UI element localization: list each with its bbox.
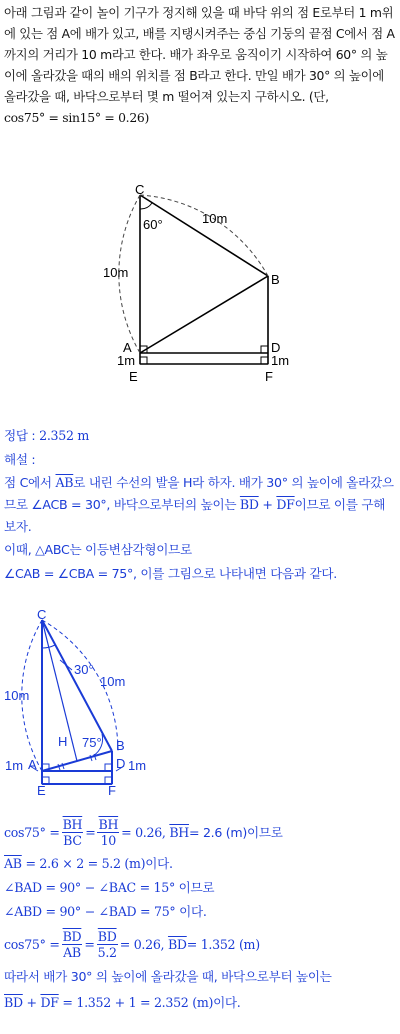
equation-4: ∠ABD = 90° − ∠BAD = 75° 이다. — [4, 904, 207, 919]
eq1-f1-den: BC — [63, 832, 82, 848]
segment-df: $\overline{DF}$ — [276, 497, 295, 512]
fig2-label-h: H — [58, 734, 68, 749]
answer-value: 2.352 m — [39, 428, 90, 443]
equation-1: cos75° = $\frac{\overline{BH}}{BC}$ = $\frac{\overline{BH}}{10}$ = 0.26, $\overline{BH}$ = 2.6 (m)이므로 — [4, 816, 283, 848]
figure-2 — [0, 608, 170, 798]
fig2-right-angle-d — [105, 764, 112, 771]
eq1-suffix: = 0.26, — [121, 824, 166, 840]
fig1-right-angle-d — [261, 346, 268, 353]
fig1-label-a: A — [123, 340, 132, 355]
final-df: $\overline{DF}$ — [40, 995, 59, 1010]
solution-text-1c: 로 내린 수선의 발을 H라 하자. 배가 30° 의 높이에 올라갔으므로 ∠ACB = 30°, 바닥으로부터의 높이는 — [4, 475, 394, 512]
fig2-label-b: B — [116, 738, 125, 753]
eq1-prefix: cos75° = — [4, 824, 60, 840]
final-plus: + — [22, 995, 41, 1010]
fig2-label-a: A — [28, 757, 37, 772]
figure-1 — [95, 180, 315, 405]
fig1-label-b: B — [271, 272, 280, 287]
eq5-bd: $\overline{BD}$ — [167, 936, 187, 952]
eq5-suffix: = 0.26, — [119, 936, 165, 952]
equation-5: cos75° = $\frac{\overline{BD}}{AB}$ = $\frac{\overline{BD}}{5.2}$ = 0.26, $\overline{BD}$ = 1.352 (m) — [4, 928, 260, 960]
fig1-line-cb — [140, 195, 268, 276]
problem-text — [4, 2, 396, 128]
fig1-len-ca: 10m — [103, 265, 129, 280]
eq5-result: = 1.352 (m) — [186, 936, 260, 952]
eq1-f1-num: $\overline{BH}$ — [62, 816, 83, 832]
fig2-len-ca: 10m — [4, 688, 30, 703]
answer-label: 정답 : — [4, 428, 36, 443]
fig2-label-d: D — [116, 756, 126, 771]
explain-label: 해설 : — [4, 452, 36, 467]
eq2-ab: $\overline{AB}$ — [4, 856, 22, 871]
solution-text-1g: 이므로 이를 구해보자. — [4, 497, 386, 534]
fig1-label-c: C — [135, 182, 145, 197]
eq5-f1-num: $\overline{BD}$ — [62, 928, 82, 944]
segment-ab: $\overline{AB}$ — [55, 475, 74, 490]
fig2-len-cb: 10m — [100, 674, 126, 689]
fig1-right-angle-e — [140, 357, 147, 364]
final-bd: $\overline{BD}$ — [4, 995, 23, 1010]
fig1-len-cb: 10m — [202, 211, 228, 226]
eq1-result: = 2.6 (m)이므로 — [188, 824, 283, 840]
fig2-len-df: 1m — [128, 758, 147, 773]
equation-2 — [4, 852, 396, 876]
problem-condition: cos75° = sin15° = 0.26) — [4, 110, 150, 125]
eq5-f2-den: 5.2 — [97, 944, 117, 960]
fig1-line-ab — [140, 276, 268, 353]
fig1-angle-label: 60° — [143, 217, 163, 232]
solution-text-1a: 점 C에서 — [4, 475, 56, 490]
final-rest: = 1.352 + 1 = 2.352 (m)이다. — [62, 995, 241, 1010]
fig2-label-c: C — [37, 608, 47, 622]
eq5-fraction-1 — [62, 929, 83, 960]
eq5-f2-num: $\overline{BD}$ — [97, 928, 117, 944]
fig2-label-e: E — [37, 783, 46, 798]
fig1-right-angle-f — [261, 357, 268, 364]
fig1-len-df: 1m — [271, 353, 290, 368]
problem-statement: 아래 그림과 같이 놀이 기구가 정지해 있을 때 바닥 위의 점 E로부터 1 m위에 있는 점 A에 배가 있고, 배를 지탱시켜주는 중심 기둥의 끝점 C에서 점 A까지의 거리가 10 m라고 한다. 배가 좌우로 움직이기 시작하여 60° 의 높이에 올라갔을 때의 배의 위치를 점 B라고 한다. 만일 배가 30° 의 높이에 올라갔을 때, 바닥으로부터 몇 m 떨어져 있는지 구하시오. (단, — [4, 5, 395, 104]
eq5-fraction-2 — [97, 929, 118, 960]
solution-text-1e: + — [258, 497, 277, 512]
fig1-angle-arc — [140, 203, 152, 209]
eq1-f2-den: 10 — [100, 832, 117, 848]
equation-3: ∠BAD = 90° − ∠BAC = 15° 이므로 — [4, 880, 215, 895]
answer-line — [4, 424, 396, 448]
fig2-label-f: F — [108, 783, 116, 798]
fig2-len-ae: 1m — [5, 758, 24, 773]
fig1-label-e: E — [129, 369, 138, 384]
solution-line-3: ∠CAB = ∠CBA = 75°, 이를 그림으로 나타내면 다음과 같다. — [4, 566, 337, 581]
fig2-angle75-label: 75° — [82, 735, 102, 750]
fig2-angle30-label: 30° — [74, 662, 94, 677]
final-line-2 — [4, 990, 396, 1016]
segment-bd: $\overline{BD}$ — [239, 497, 259, 512]
eq1-fraction-1 — [62, 817, 84, 848]
fig2-angle-pointer — [60, 660, 72, 670]
eq1-bh: $\overline{BH}$ — [169, 824, 189, 840]
eq5-f1-den: AB — [63, 944, 81, 960]
fig1-label-d: D — [271, 340, 281, 355]
solution-block-1 — [4, 424, 396, 586]
eq1-fraction-2 — [97, 817, 119, 848]
final-line-1: 따라서 배가 30° 의 높이에 올라갔을 때, 바닥으로부터 높이는 — [4, 969, 332, 984]
eq5-prefix: cos75° = — [4, 936, 60, 952]
solution-line-1 — [4, 472, 396, 538]
solution-block-2 — [4, 812, 396, 1016]
fig1-len-ae: 1m — [117, 353, 136, 368]
fig1-label-f: F — [265, 369, 273, 384]
eq1-f2-num: $\overline{BH}$ — [98, 816, 119, 832]
solution-line-2: 이때, △ABC는 이등변삼각형이므로 — [4, 542, 192, 557]
eq2-rest: = 2.6 × 2 = 5.2 (m)이다. — [25, 856, 173, 871]
